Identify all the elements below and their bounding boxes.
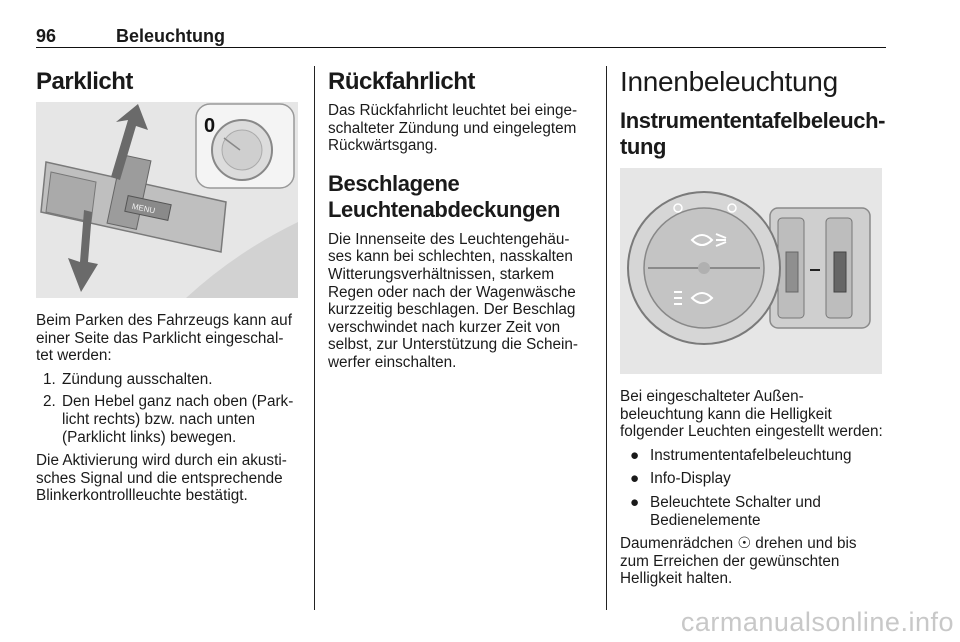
list-item: ● Beleuchtete Schalter und Bedienelemente — [630, 493, 821, 529]
section-title-innenbeleuchtung: Innenbeleuchtung — [620, 66, 838, 97]
column-parklicht — [36, 56, 300, 511]
column-innenbeleuchtung — [620, 56, 884, 594]
list-item: 2. Den Hebel ganz nach oben (Park-licht rechts) bzw. nach unten (Parklicht links) bewegen. — [60, 393, 300, 446]
menu-button-label: MENU — [131, 201, 157, 216]
thumbwheel-icon — [786, 252, 798, 292]
paragraph-intro: Beim Parken des Fahrzeugs kann auf einer Seite das Parklicht eingeschal-tet werden: — [36, 312, 292, 365]
paragraph-outro: Daumenrädchen ☉ drehen und bis zum Erreichen der gewünschten Helligkeit halten. — [620, 535, 857, 588]
bullet-icon: ● — [630, 470, 640, 488]
section-title-parklicht: Parklicht — [36, 68, 133, 95]
list-item: ● Info-Display — [630, 470, 731, 488]
page-number: 96 — [36, 26, 57, 46]
switch-position-label: 0 — [204, 115, 216, 137]
column-rueckfahrlicht — [328, 56, 592, 378]
bullet-icon: ● — [630, 446, 640, 464]
turn-signal-lever-illustration — [36, 102, 298, 298]
column-divider-1 — [314, 66, 315, 610]
watermark: carmanualsonline.info — [680, 607, 954, 637]
chapter-title: Beleuchtung — [116, 26, 226, 46]
list-item: ● Instrumententafelbeleuchtung — [630, 446, 852, 464]
paragraph-rueckfahrlicht: Das Rückfahrlicht leuchtet bei einge-schalteter Zündung und eingelegtem Rückwärtsgang. — [328, 102, 578, 155]
page-header — [36, 26, 886, 48]
list-item: 1. Zündung ausschalten. — [60, 371, 300, 389]
bullet-list — [620, 447, 884, 529]
paragraph-beschlagene: Die Innenseite des Leuchtengehäu-ses kann bei schlechten, nasskalten Witterungsverhältnissen, starkem Regen oder nach der Wagenwäsche kurzzeitig beschlagen. Der Beschlag verschwindet nach kurzer Zeit von selbst, zur Unterstützung die Schein-werfer einschalten. — [328, 230, 578, 371]
steps-list — [36, 371, 300, 446]
subsection-title-instrumententafel: Instrumententafelbeleuch-tung — [620, 108, 886, 159]
bullet-icon: ● — [630, 493, 640, 511]
paragraph-outro: Die Aktivierung wird durch ein akusti-sches Signal und die entsprechende Blinkerkontrollleuchte bestätigt. — [36, 452, 287, 505]
dashboard-light-switch-illustration — [620, 168, 882, 374]
subsection-title-beschlagene: Beschlagene Leuchtenabdeckungen — [328, 170, 560, 222]
paragraph-intro: Bei eingeschalteter Außen-beleuchtung kann die Helligkeit folgender Leuchten eingestellt werden: — [620, 388, 883, 441]
section-title-rueckfahrlicht: Rückfahrlicht — [328, 68, 475, 95]
column-divider-2 — [606, 66, 607, 610]
